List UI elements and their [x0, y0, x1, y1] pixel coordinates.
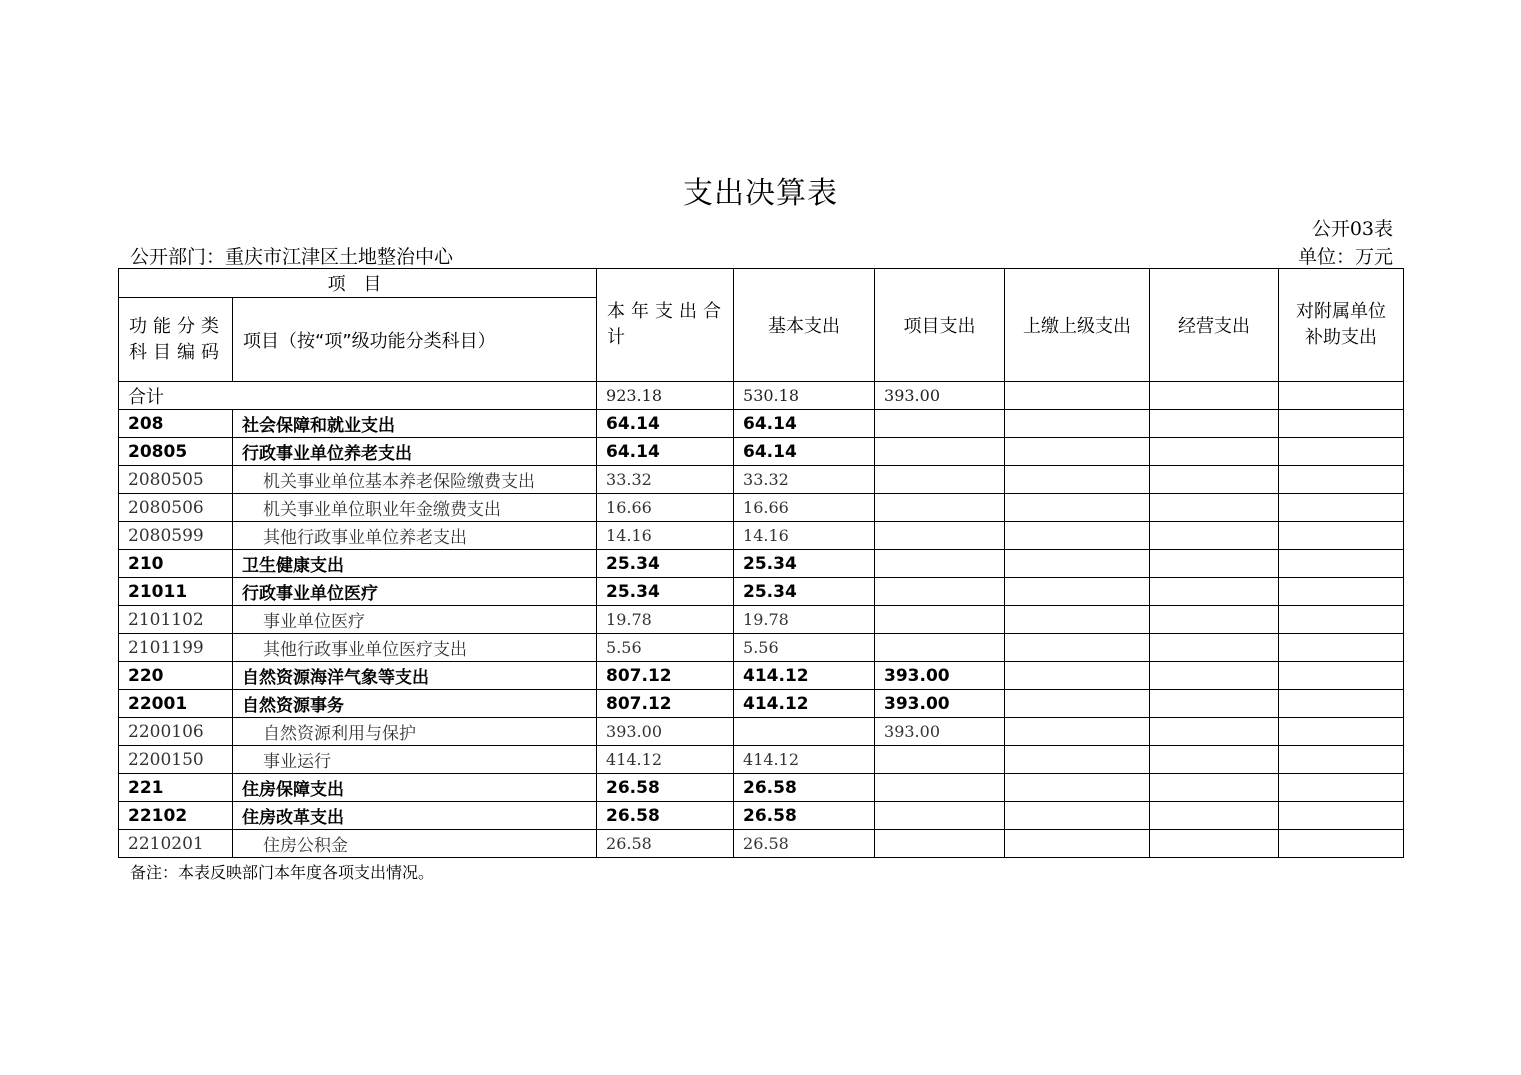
- table-row: [119, 634, 1404, 662]
- total-cell: 807.12: [597, 662, 734, 690]
- table-row: [119, 466, 1404, 494]
- basic-cell: [734, 718, 875, 746]
- subsidy-cell: [1279, 522, 1404, 550]
- basic-cell: 19.78: [734, 606, 875, 634]
- total-cell: 414.12: [597, 746, 734, 774]
- name-cell: 行政事业单位医疗: [233, 578, 597, 606]
- upper-cell: [1005, 578, 1150, 606]
- code-cell: 2080505: [119, 466, 233, 494]
- code-cell: 2101199: [119, 634, 233, 662]
- business-cell: [1150, 802, 1279, 830]
- project-cell: [875, 606, 1005, 634]
- business-cell: [1150, 718, 1279, 746]
- name-cell: 住房改革支出: [233, 802, 597, 830]
- basic-cell: 26.58: [734, 802, 875, 830]
- table-row: [119, 438, 1404, 466]
- subsidy-cell: [1279, 438, 1404, 466]
- name-cell: 住房公积金: [233, 830, 597, 858]
- project-cell: 393.00: [875, 718, 1005, 746]
- project-cell: [875, 830, 1005, 858]
- name-cell: 社会保障和就业支出: [233, 410, 597, 438]
- project-cell: [875, 550, 1005, 578]
- upper-cell: [1005, 494, 1150, 522]
- upper-cell: [1005, 746, 1150, 774]
- basic-cell: 64.14: [734, 410, 875, 438]
- header-project-expenditure: 项目支出: [875, 269, 1005, 382]
- basic-cell: 26.58: [734, 774, 875, 802]
- subsidy-cell: [1279, 746, 1404, 774]
- subsidy-cell: [1279, 718, 1404, 746]
- total-cell: 26.58: [597, 802, 734, 830]
- basic-cell: 25.34: [734, 578, 875, 606]
- upper-cell: [1005, 662, 1150, 690]
- upper-cell: [1005, 410, 1150, 438]
- total-cell: 19.78: [597, 606, 734, 634]
- name-cell: 事业运行: [233, 746, 597, 774]
- business-cell: [1150, 606, 1279, 634]
- table-row: [119, 550, 1404, 578]
- business-cell: [1150, 438, 1279, 466]
- basic-cell: 414.12: [734, 662, 875, 690]
- project-cell: [875, 578, 1005, 606]
- total-cell: 25.34: [597, 578, 734, 606]
- total-cell: 26.58: [597, 774, 734, 802]
- basic-cell: 33.32: [734, 466, 875, 494]
- basic-cell: 5.56: [734, 634, 875, 662]
- name-cell: 住房保障支出: [233, 774, 597, 802]
- upper-cell: [1005, 606, 1150, 634]
- name-cell: 事业单位医疗: [233, 606, 597, 634]
- basic-cell: 25.34: [734, 550, 875, 578]
- form-number: 公开03表: [1311, 218, 1393, 240]
- basic-cell: 414.12: [734, 746, 875, 774]
- project-cell: [875, 494, 1005, 522]
- subsidy-cell: [1279, 466, 1404, 494]
- subsidy-cell: [1279, 494, 1404, 522]
- subsidy-cell: [1279, 774, 1404, 802]
- subsidy-cell: [1279, 382, 1404, 410]
- subsidy-cell: [1279, 690, 1404, 718]
- name-cell: 其他行政事业单位养老支出: [233, 522, 597, 550]
- total-cell: 25.34: [597, 550, 734, 578]
- business-cell: [1150, 466, 1279, 494]
- subsidy-cell: [1279, 830, 1404, 858]
- header-business: 经营支出: [1150, 269, 1279, 382]
- page-title: 支出决算表: [683, 176, 838, 211]
- header-total: 本年支出合计: [597, 269, 734, 382]
- table-row: [119, 746, 1404, 774]
- project-cell: 393.00: [875, 662, 1005, 690]
- code-cell: 20805: [119, 438, 233, 466]
- upper-cell: [1005, 718, 1150, 746]
- table-row: [119, 410, 1404, 438]
- subsidy-cell: [1279, 662, 1404, 690]
- total-cell: 64.14: [597, 410, 734, 438]
- business-cell: [1150, 662, 1279, 690]
- name-cell: 其他行政事业单位医疗支出: [233, 634, 597, 662]
- code-cell: 2200150: [119, 746, 233, 774]
- name-cell: 机关事业单位基本养老保险缴费支出: [233, 466, 597, 494]
- name-cell: 自然资源海洋气象等支出: [233, 662, 597, 690]
- basic-cell: 26.58: [734, 830, 875, 858]
- code-cell: 210: [119, 550, 233, 578]
- upper-cell: [1005, 634, 1150, 662]
- expenditure-table: [118, 268, 1404, 858]
- subsidy-cell: [1279, 606, 1404, 634]
- code-cell: 2101102: [119, 606, 233, 634]
- table-row: [119, 578, 1404, 606]
- upper-cell: [1005, 438, 1150, 466]
- department-label: 公开部门：重庆市江津区土地整治中心: [130, 246, 454, 268]
- business-cell: [1150, 634, 1279, 662]
- header-subsidy: 对附属单位补助支出: [1279, 269, 1404, 382]
- project-cell: [875, 438, 1005, 466]
- total-cell: 64.14: [597, 438, 734, 466]
- subsidy-cell: [1279, 550, 1404, 578]
- table-row: [119, 662, 1404, 690]
- project-cell: [875, 774, 1005, 802]
- business-cell: [1150, 774, 1279, 802]
- business-cell: [1150, 550, 1279, 578]
- upper-cell: [1005, 522, 1150, 550]
- project-cell: 393.00: [875, 690, 1005, 718]
- name-cell: 自然资源事务: [233, 690, 597, 718]
- basic-cell: 14.16: [734, 522, 875, 550]
- subsidy-cell: [1279, 802, 1404, 830]
- upper-cell: [1005, 830, 1150, 858]
- name-cell: 卫生健康支出: [233, 550, 597, 578]
- table-row: [119, 606, 1404, 634]
- total-row: [119, 382, 1404, 410]
- header-name: 项目（按“项”级功能分类科目）: [233, 298, 597, 382]
- total-cell: 26.58: [597, 830, 734, 858]
- project-cell: [875, 634, 1005, 662]
- subsidy-cell: [1279, 578, 1404, 606]
- name-cell: 机关事业单位职业年金缴费支出: [233, 494, 597, 522]
- code-cell: 220: [119, 662, 233, 690]
- subsidy-cell: [1279, 634, 1404, 662]
- basic-cell: 64.14: [734, 438, 875, 466]
- business-cell: [1150, 690, 1279, 718]
- header-code: 功能分类科目编码: [119, 298, 233, 382]
- code-cell: 2080506: [119, 494, 233, 522]
- upper-cell: [1005, 466, 1150, 494]
- header-basic: 基本支出: [734, 269, 875, 382]
- header-project: 项 目: [119, 269, 597, 298]
- business-cell: [1150, 522, 1279, 550]
- business-cell: [1150, 410, 1279, 438]
- table-row: [119, 802, 1404, 830]
- unit-label: 单位：万元: [1297, 246, 1393, 268]
- total-cell: 5.56: [597, 634, 734, 662]
- header-upper: 上缴上级支出: [1005, 269, 1150, 382]
- subsidy-cell: [1279, 410, 1404, 438]
- code-cell: 2080599: [119, 522, 233, 550]
- table-row: [119, 494, 1404, 522]
- code-cell: 22102: [119, 802, 233, 830]
- table-row: [119, 522, 1404, 550]
- name-cell: 行政事业单位养老支出: [233, 438, 597, 466]
- upper-cell: [1005, 550, 1150, 578]
- upper-cell: [1005, 802, 1150, 830]
- project-cell: [875, 746, 1005, 774]
- name-cell: 自然资源利用与保护: [233, 718, 597, 746]
- code-cell: 221: [119, 774, 233, 802]
- table-row: [119, 830, 1404, 858]
- code-cell: 208: [119, 410, 233, 438]
- code-cell: 21011: [119, 578, 233, 606]
- project-cell: [875, 522, 1005, 550]
- basic-cell: 16.66: [734, 494, 875, 522]
- project-cell: [875, 802, 1005, 830]
- total-cell: 923.18: [597, 382, 734, 410]
- footnote: 备注：本表反映部门本年度各项支出情况。: [130, 863, 435, 882]
- total-cell: 16.66: [597, 494, 734, 522]
- business-cell: [1150, 578, 1279, 606]
- upper-cell: [1005, 774, 1150, 802]
- total-cell: 393.00: [597, 718, 734, 746]
- business-cell: [1150, 494, 1279, 522]
- upper-cell: [1005, 382, 1150, 410]
- basic-cell: 414.12: [734, 690, 875, 718]
- project-cell: [875, 410, 1005, 438]
- business-cell: [1150, 830, 1279, 858]
- total-label: 合计: [119, 382, 597, 410]
- code-cell: 2200106: [119, 718, 233, 746]
- project-cell: 393.00: [875, 382, 1005, 410]
- total-cell: 14.16: [597, 522, 734, 550]
- code-cell: 22001: [119, 690, 233, 718]
- table-row: [119, 774, 1404, 802]
- business-cell: [1150, 746, 1279, 774]
- table-row: [119, 690, 1404, 718]
- upper-cell: [1005, 690, 1150, 718]
- business-cell: [1150, 382, 1279, 410]
- total-cell: 33.32: [597, 466, 734, 494]
- code-cell: 2210201: [119, 830, 233, 858]
- total-cell: 807.12: [597, 690, 734, 718]
- table-row: [119, 718, 1404, 746]
- basic-cell: 530.18: [734, 382, 875, 410]
- project-cell: [875, 466, 1005, 494]
